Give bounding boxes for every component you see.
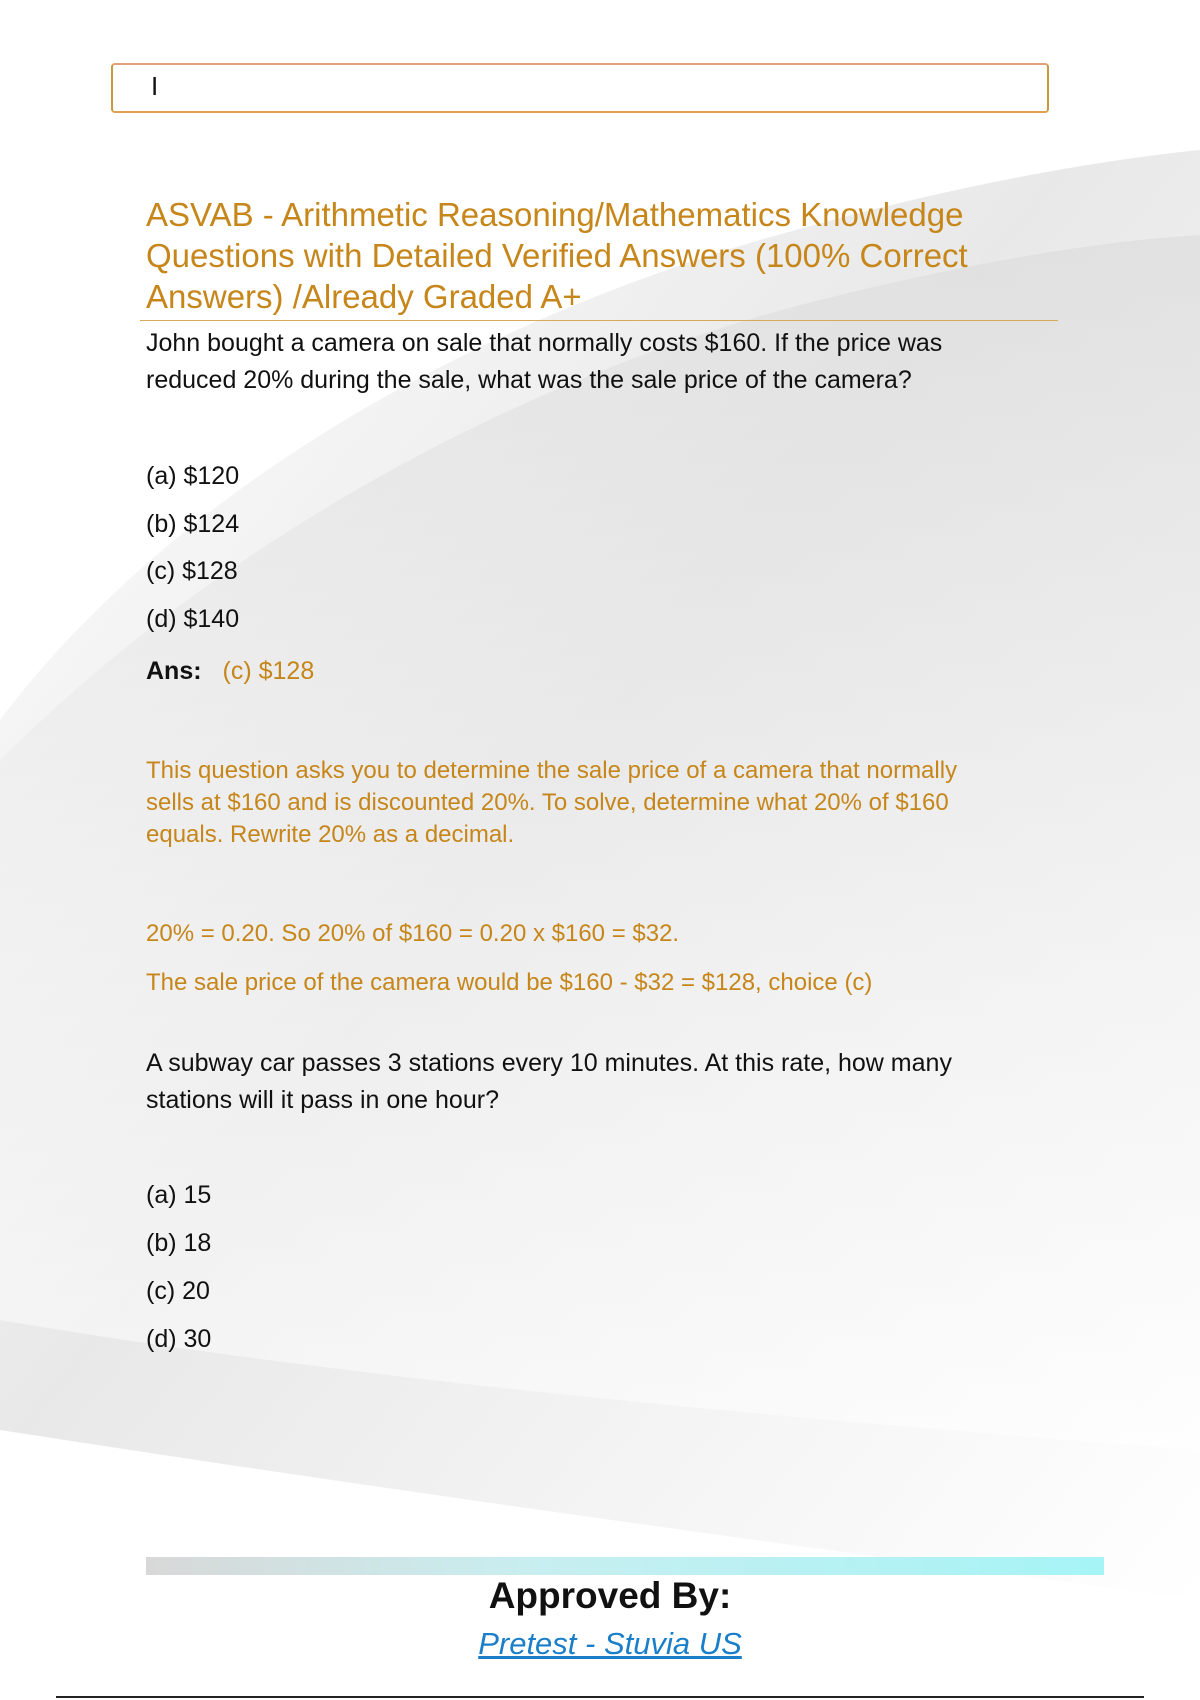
question-1-explanation [146, 755, 1046, 851]
document-title [146, 194, 1076, 317]
question-1-line-1: John bought a camera on sale that normally costs $160. If the price was [146, 329, 943, 357]
question-2-option-d: (d) 30 [146, 1325, 212, 1353]
approver-link[interactable]: Pretest - Stuvia US [478, 1626, 742, 1661]
question-2-line-1: A subway car passes 3 stations every 10 minutes. At this rate, how many [146, 1049, 952, 1077]
title-line-3: Answers) /Already Graded A+ [146, 278, 582, 315]
answer-value: (c) $128 [222, 657, 315, 685]
question-1-option-c: (c) $128 [146, 557, 238, 585]
question-1-text [146, 325, 1046, 399]
question-1-option-a: (a) $120 [146, 462, 240, 490]
question-2-option-a: (a) 15 [146, 1181, 212, 1209]
explanation-line-3: equals. Rewrite 20% as a decimal. [146, 821, 515, 848]
question-1-option-b: (b) $124 [146, 510, 240, 538]
bottom-divider [56, 1696, 1144, 1698]
explanation-step-1: 20% = 0.20. So 20% of $160 = 0.20 x $160 = $32. [146, 920, 680, 947]
approved-by-label: Approved By: [488, 1575, 732, 1616]
title-line-1: ASVAB - Arithmetic Reasoning/Mathematics Knowledge [146, 196, 964, 233]
explanation-step-2: The sale price of the camera would be $160 - $32 = $128, choice (c) [146, 969, 873, 996]
question-2-option-c: (c) 20 [146, 1277, 210, 1305]
question-1-line-2: reduced 20% during the sale, what was the sale price of the camera? [146, 366, 912, 394]
explanation-line-2: sells at $160 and is discounted 20%. To solve, determine what 20% of $160 [146, 789, 949, 816]
question-2-text [146, 1045, 1046, 1119]
header-box [111, 63, 1049, 113]
header-box-text: I [151, 71, 159, 101]
question-1-option-d: (d) $140 [146, 605, 240, 633]
footer-bar [146, 1557, 1104, 1575]
title-line-2: Questions with Detailed Verified Answers (100% Correct [146, 237, 968, 274]
question-2-line-2: stations will it pass in one hour? [146, 1086, 499, 1114]
explanation-line-1: This question asks you to determine the sale price of a camera that normally [146, 757, 958, 784]
title-divider [140, 320, 1058, 321]
question-1-answer [146, 655, 314, 687]
answer-label: Ans: [146, 657, 202, 685]
question-2-option-b: (b) 18 [146, 1229, 212, 1257]
